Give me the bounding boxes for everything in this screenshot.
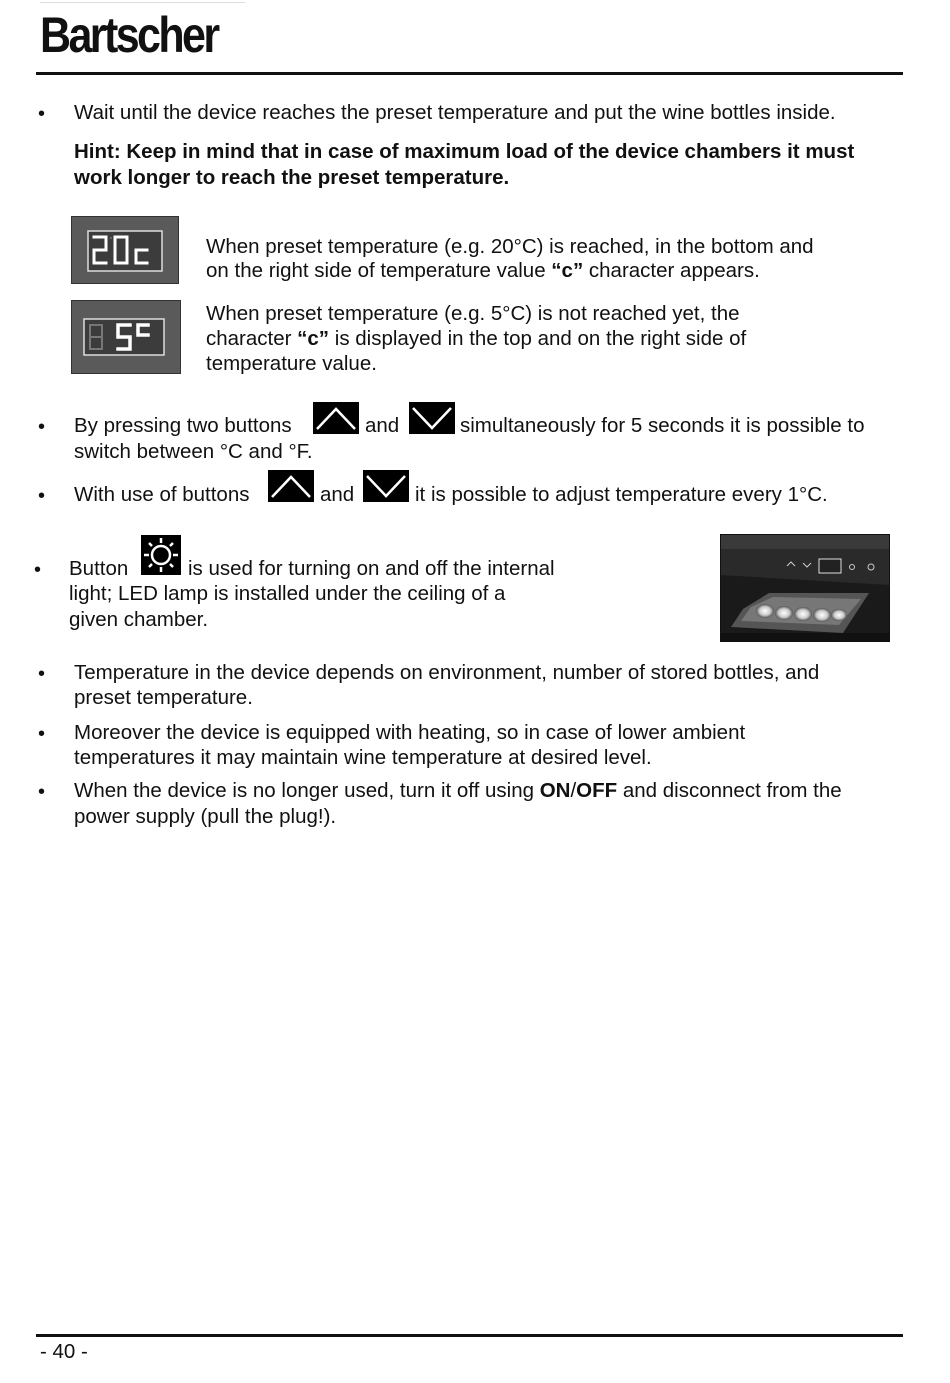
notreached-text: character <box>206 327 298 350</box>
light-text-end: is used for turning on and off the internal <box>188 557 555 580</box>
light-line-2: light; LED lamp is installed under the ceiling of a <box>69 582 506 605</box>
bullet: • <box>38 103 46 125</box>
hint-line-2: work longer to reach the preset temperature. <box>74 166 510 189</box>
bullet: • <box>38 416 46 438</box>
footer-rule <box>36 1334 903 1337</box>
chevron-down-icon <box>363 470 409 502</box>
brand-name: Bartscher <box>40 7 218 63</box>
on-label: ON <box>539 779 571 802</box>
notreached-c: “c” <box>297 327 330 350</box>
reached-text-end: character appears. <box>583 259 760 282</box>
header-rule <box>36 72 903 75</box>
adjust-text-start: With use of buttons <box>74 483 250 506</box>
reached-c: “c” <box>551 259 584 282</box>
wait-text: Wait until the device reaches the preset temperature and put the wine bottles inside. <box>74 101 836 124</box>
brand-logo <box>40 2 245 67</box>
temp-line-1: Temperature in the device depends on environment, number of stored bottles, and <box>74 661 820 684</box>
notreached-line-2 <box>206 327 746 351</box>
adjust-and: and <box>320 483 355 506</box>
off-text: When the device is no longer used, turn it off using <box>74 779 540 802</box>
bullet: • <box>34 559 42 581</box>
display-5c-image <box>71 300 181 374</box>
reached-text: on the right side of temperature value <box>206 259 552 282</box>
chevron-up-icon <box>268 470 314 502</box>
slash: / <box>570 779 577 802</box>
display-20c-image <box>71 216 179 284</box>
off-line-1 <box>74 779 842 803</box>
heat-line-2: temperatures it may maintain wine temperature at desired level. <box>74 746 652 769</box>
notreached-text-end: is displayed in the top and on the right side of <box>329 327 747 350</box>
off-line-2: power supply (pull the plug!). <box>74 805 337 828</box>
page-number: - 40 - <box>40 1340 88 1363</box>
notreached-line-3: temperature value. <box>206 352 377 375</box>
press-and: and <box>365 414 400 437</box>
led-lamp-photo <box>720 534 890 642</box>
notreached-line-1: When preset temperature (e.g. 5°C) is not reached yet, the <box>206 302 740 325</box>
hint-line-1: Hint: Keep in mind that in case of maximum load of the device chambers it must <box>74 140 855 163</box>
light-line-3: given chamber. <box>69 608 209 631</box>
bullet: • <box>38 663 46 685</box>
bullet: • <box>38 723 46 745</box>
bullet: • <box>38 485 46 507</box>
adjust-text-end: it is possible to adjust temperature every 1°C. <box>415 483 828 506</box>
press-text-end: simultaneously for 5 seconds it is possible to <box>460 414 865 437</box>
press-text-start: By pressing two buttons <box>74 414 292 437</box>
heat-line-1: Moreover the device is equipped with heating, so in case of lower ambient <box>74 721 746 744</box>
light-icon <box>141 535 181 575</box>
chevron-down-icon <box>409 402 455 434</box>
reached-line-2 <box>206 259 760 283</box>
press-line-2: switch between °C and °F. <box>74 440 313 463</box>
chevron-up-icon <box>313 402 359 434</box>
off-text-end: and disconnect from the <box>617 779 842 802</box>
light-text-start: Button <box>69 557 129 580</box>
reached-line-1: When preset temperature (e.g. 20°C) is reached, in the bottom and <box>206 235 814 258</box>
bullet: • <box>38 781 46 803</box>
temp-line-2: preset temperature. <box>74 686 253 709</box>
off-label: OFF <box>576 779 618 802</box>
